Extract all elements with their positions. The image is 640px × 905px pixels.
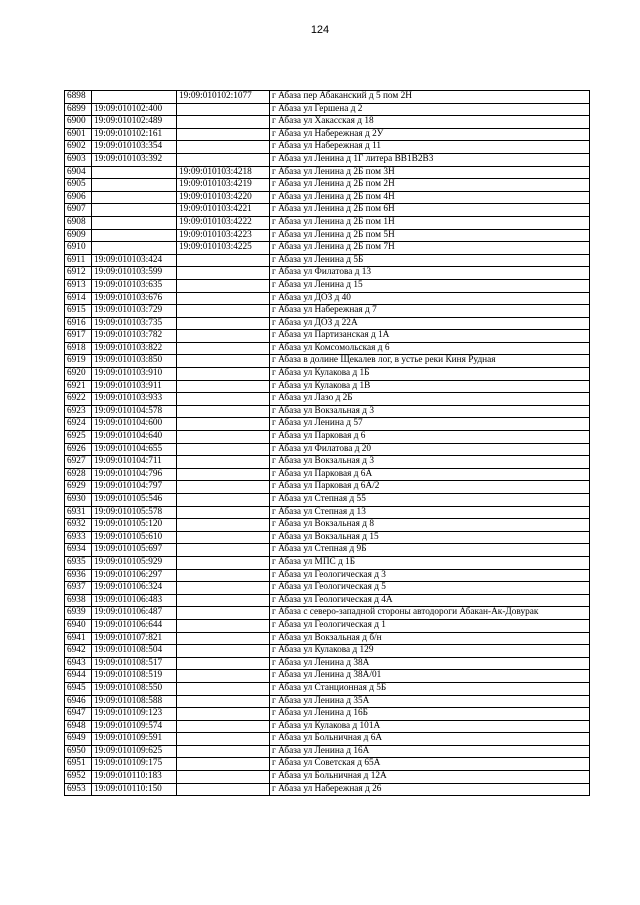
address-cell: г Абаза ул Станционная д 5Б	[270, 682, 590, 695]
table-row	[65, 594, 590, 607]
address-cell: г Абаза ул ДОЗ д 22А	[270, 317, 590, 330]
cadastral-number-cell	[92, 166, 177, 179]
address-cell: г Абаза ул Ленина д 2Б пом 4Н	[270, 191, 590, 204]
cadastral-number-cell: 19:09:010104:578	[92, 405, 177, 418]
address-cell: г Абаза ул Ленина д 16А	[270, 745, 590, 758]
address-cell: г Абаза ул Ленина д 16Б	[270, 708, 590, 721]
table-row	[65, 128, 590, 141]
row-number-cell: 6947	[65, 708, 92, 721]
row-number-cell: 6945	[65, 682, 92, 695]
row-number-cell: 6909	[65, 229, 92, 242]
address-cell: г Абаза ул Парковая д 6А	[270, 468, 590, 481]
row-number-cell: 6931	[65, 506, 92, 519]
cadastral-number-cell: 19:09:010103:599	[92, 267, 177, 280]
address-cell: г Абаза ул Ленина д 2Б пом 2Н	[270, 179, 590, 192]
address-cell: г Абаза ул Хакасская д 18	[270, 116, 590, 129]
address-cell: г Абаза с северо-западной стороны автодороги Абакан-Ак-Довурак	[270, 607, 590, 620]
cadastral-number-cell: 19:09:010105:120	[92, 519, 177, 532]
cadastral-number-cell: 19:09:010104:640	[92, 431, 177, 444]
cadastral-number-cell	[92, 191, 177, 204]
address-cell: г Абаза ул Геологическая д 3	[270, 569, 590, 582]
table-row	[65, 431, 590, 444]
address-cell: г Абаза ул ДОЗ д 40	[270, 292, 590, 305]
address-cell: г Абаза ул Ленина д 5Б	[270, 254, 590, 267]
object-number-cell	[177, 431, 270, 444]
row-number-cell: 6908	[65, 216, 92, 229]
cadastral-number-cell: 19:09:010105:929	[92, 556, 177, 569]
object-number-cell	[177, 783, 270, 796]
row-number-cell: 6934	[65, 544, 92, 557]
row-number-cell: 6950	[65, 745, 92, 758]
row-number-cell: 6927	[65, 456, 92, 469]
row-number-cell: 6925	[65, 431, 92, 444]
row-number-cell: 6913	[65, 279, 92, 292]
object-number-cell	[177, 128, 270, 141]
cadastral-number-cell: 19:09:010109:175	[92, 758, 177, 771]
address-cell: г Абаза ул Геологическая д 5	[270, 582, 590, 595]
cadastral-number-cell: 19:09:010109:123	[92, 708, 177, 721]
cadastral-number-cell: 19:09:010104:797	[92, 481, 177, 494]
table-row	[65, 141, 590, 154]
row-number-cell: 6942	[65, 645, 92, 658]
table-row	[65, 456, 590, 469]
address-cell: г Абаза ул Вокзальная д б/н	[270, 632, 590, 645]
row-number-cell: 6932	[65, 519, 92, 532]
table-row	[65, 153, 590, 166]
object-number-cell	[177, 267, 270, 280]
row-number-cell: 6921	[65, 380, 92, 393]
address-cell: г Абаза ул Вокзальная д 8	[270, 519, 590, 532]
address-cell: г Абаза ул Ленина д 2Б пом 3Н	[270, 166, 590, 179]
row-number-cell: 6918	[65, 342, 92, 355]
address-cell: г Абаза ул Кулакова д 129	[270, 645, 590, 658]
address-cell: г Абаза ул Набережная д 2У	[270, 128, 590, 141]
cadastral-number-cell: 19:09:010103:676	[92, 292, 177, 305]
table-row	[65, 556, 590, 569]
table-row	[65, 254, 590, 267]
object-number-cell: 19:09:010103:4219	[177, 179, 270, 192]
row-number-cell: 6951	[65, 758, 92, 771]
cadastral-number-cell: 19:09:010110:150	[92, 783, 177, 796]
table-row	[65, 670, 590, 683]
address-cell: г Абаза ул Больничная д 12А	[270, 771, 590, 784]
table-row	[65, 569, 590, 582]
table-row	[65, 267, 590, 280]
cadastral-number-cell: 19:09:010108:519	[92, 670, 177, 683]
cadastral-number-cell: 19:09:010109:574	[92, 720, 177, 733]
row-number-cell: 6912	[65, 267, 92, 280]
object-number-cell: 19:09:010103:4222	[177, 216, 270, 229]
object-number-cell	[177, 632, 270, 645]
table-row	[65, 368, 590, 381]
table-row	[65, 468, 590, 481]
cadastral-number-cell: 19:09:010103:392	[92, 153, 177, 166]
address-cell: г Абаза ул Набережная д 26	[270, 783, 590, 796]
object-number-cell	[177, 317, 270, 330]
address-cell: г Абаза ул Вокзальная д 3	[270, 405, 590, 418]
cadastral-number-cell: 19:09:010105:610	[92, 531, 177, 544]
row-number-cell: 6900	[65, 116, 92, 129]
table-row	[65, 342, 590, 355]
row-number-cell: 6946	[65, 695, 92, 708]
table-row	[65, 733, 590, 746]
object-number-cell	[177, 355, 270, 368]
row-number-cell: 6943	[65, 657, 92, 670]
object-number-cell	[177, 607, 270, 620]
table-row	[65, 745, 590, 758]
row-number-cell: 6923	[65, 405, 92, 418]
object-number-cell	[177, 771, 270, 784]
row-number-cell: 6929	[65, 481, 92, 494]
row-number-cell: 6926	[65, 443, 92, 456]
table-row	[65, 305, 590, 318]
table-row	[65, 229, 590, 242]
object-number-cell	[177, 531, 270, 544]
table-row	[65, 607, 590, 620]
object-number-cell	[177, 153, 270, 166]
cadastral-number-cell: 19:09:010103:424	[92, 254, 177, 267]
row-number-cell: 6920	[65, 368, 92, 381]
row-number-cell: 6914	[65, 292, 92, 305]
address-cell: г Абаза ул Ленина д 38А	[270, 657, 590, 670]
table-row	[65, 216, 590, 229]
object-number-cell	[177, 506, 270, 519]
cadastral-number-cell: 19:09:010106:297	[92, 569, 177, 582]
address-cell: г Абаза ул Ленина д 57	[270, 418, 590, 431]
cadastral-number-cell: 19:09:010107:821	[92, 632, 177, 645]
object-number-cell	[177, 418, 270, 431]
table-row	[65, 91, 590, 104]
object-number-cell	[177, 103, 270, 116]
table-row	[65, 783, 590, 796]
cadastral-number-cell: 19:09:010103:735	[92, 317, 177, 330]
object-number-cell	[177, 292, 270, 305]
row-number-cell: 6953	[65, 783, 92, 796]
cadastral-number-cell	[92, 179, 177, 192]
row-number-cell: 6898	[65, 91, 92, 104]
cadastral-number-cell: 19:09:010106:324	[92, 582, 177, 595]
row-number-cell: 6910	[65, 242, 92, 255]
cadastral-number-cell: 19:09:010104:600	[92, 418, 177, 431]
cadastral-number-cell: 19:09:010105:546	[92, 494, 177, 507]
address-cell: г Абаза ул Вокзальная д 15	[270, 531, 590, 544]
row-number-cell: 6919	[65, 355, 92, 368]
cadastral-number-cell	[92, 91, 177, 104]
object-number-cell: 19:09:010103:4225	[177, 242, 270, 255]
cadastral-number-cell	[92, 242, 177, 255]
cadastral-number-cell: 19:09:010102:161	[92, 128, 177, 141]
table-row	[65, 393, 590, 406]
row-number-cell: 6944	[65, 670, 92, 683]
table-row	[65, 720, 590, 733]
row-number-cell: 6902	[65, 141, 92, 154]
cadastral-number-cell: 19:09:010102:489	[92, 116, 177, 129]
object-number-cell	[177, 556, 270, 569]
row-number-cell: 6899	[65, 103, 92, 116]
row-number-cell: 6915	[65, 305, 92, 318]
table-row	[65, 758, 590, 771]
table-row	[65, 494, 590, 507]
address-cell: г Абаза ул Ленина д 2Б пом 6Н	[270, 204, 590, 217]
table-row	[65, 191, 590, 204]
cadastral-number-cell: 19:09:010105:578	[92, 506, 177, 519]
cadastral-number-cell: 19:09:010108:550	[92, 682, 177, 695]
object-number-cell	[177, 305, 270, 318]
object-number-cell	[177, 695, 270, 708]
table-row	[65, 506, 590, 519]
cadastral-number-cell: 19:09:010109:591	[92, 733, 177, 746]
address-cell: г Абаза ул Филатова д 20	[270, 443, 590, 456]
row-number-cell: 6911	[65, 254, 92, 267]
address-cell: г Абаза ул Парковая д 6	[270, 431, 590, 444]
cadastral-number-cell	[92, 216, 177, 229]
row-number-cell: 6901	[65, 128, 92, 141]
object-number-cell: 19:09:010103:4223	[177, 229, 270, 242]
table-row	[65, 544, 590, 557]
address-cell: г Абаза ул Набережная д 7	[270, 305, 590, 318]
page-number: 124	[310, 24, 330, 36]
cadastral-number-cell: 19:09:010103:729	[92, 305, 177, 318]
object-number-cell: 19:09:010103:4218	[177, 166, 270, 179]
row-number-cell: 6940	[65, 619, 92, 632]
object-number-cell: 19:09:010103:4221	[177, 204, 270, 217]
object-number-cell	[177, 342, 270, 355]
object-number-cell	[177, 494, 270, 507]
table-row	[65, 103, 590, 116]
row-number-cell: 6949	[65, 733, 92, 746]
cadastral-number-cell: 19:09:010109:625	[92, 745, 177, 758]
cadastral-number-cell: 19:09:010103:911	[92, 380, 177, 393]
address-cell: г Абаза ул Советская д 65А	[270, 758, 590, 771]
table-row	[65, 708, 590, 721]
row-number-cell: 6933	[65, 531, 92, 544]
object-number-cell	[177, 733, 270, 746]
address-cell: г Абаза ул Геологическая д 4А	[270, 594, 590, 607]
address-cell: г Абаза ул Ленина д 2Б пом 5Н	[270, 229, 590, 242]
cadastral-number-cell: 19:09:010108:504	[92, 645, 177, 658]
row-number-cell: 6930	[65, 494, 92, 507]
address-cell: г Абаза ул Гершена д 2	[270, 103, 590, 116]
object-number-cell	[177, 393, 270, 406]
cadastral-number-cell: 19:09:010106:487	[92, 607, 177, 620]
cadastral-number-cell: 19:09:010103:782	[92, 330, 177, 343]
row-number-cell: 6924	[65, 418, 92, 431]
cadastral-number-cell	[92, 229, 177, 242]
table-row	[65, 179, 590, 192]
row-number-cell: 6935	[65, 556, 92, 569]
cadastral-number-cell: 19:09:010106:644	[92, 619, 177, 632]
address-cell: г Абаза ул Набережная д 11	[270, 141, 590, 154]
table-row	[65, 632, 590, 645]
object-number-cell	[177, 745, 270, 758]
table-row	[65, 317, 590, 330]
address-cell: г Абаза ул Парковая д 6А/2	[270, 481, 590, 494]
object-number-cell	[177, 330, 270, 343]
row-number-cell: 6941	[65, 632, 92, 645]
address-cell: г Абаза ул Ленина д 2Б пом 7Н	[270, 242, 590, 255]
address-cell: г Абаза ул Ленина д 2Б пом 1Н	[270, 216, 590, 229]
address-cell: г Абаза ул Степная д 13	[270, 506, 590, 519]
address-cell: г Абаза ул Больничная д 6А	[270, 733, 590, 746]
row-number-cell: 6905	[65, 179, 92, 192]
row-number-cell: 6916	[65, 317, 92, 330]
address-cell: г Абаза ул Геологическая д 1	[270, 619, 590, 632]
row-number-cell: 6948	[65, 720, 92, 733]
address-cell: г Абаза пер Абаканский д 5 пом 2Н	[270, 91, 590, 104]
table-row	[65, 682, 590, 695]
address-cell: г Абаза ул Лазо д 2Б	[270, 393, 590, 406]
object-number-cell	[177, 758, 270, 771]
table-row	[65, 645, 590, 658]
table-row	[65, 481, 590, 494]
object-number-cell	[177, 443, 270, 456]
cadastral-number-cell: 19:09:010105:697	[92, 544, 177, 557]
address-cell: г Абаза ул Ленина д 35А	[270, 695, 590, 708]
table-row	[65, 405, 590, 418]
object-number-cell	[177, 645, 270, 658]
row-number-cell: 6937	[65, 582, 92, 595]
object-number-cell	[177, 368, 270, 381]
cadastral-number-cell: 19:09:010102:400	[92, 103, 177, 116]
object-number-cell	[177, 380, 270, 393]
table-row	[65, 619, 590, 632]
table-row	[65, 531, 590, 544]
object-number-cell	[177, 670, 270, 683]
object-number-cell	[177, 594, 270, 607]
table-row	[65, 657, 590, 670]
object-number-cell	[177, 682, 270, 695]
row-number-cell: 6903	[65, 153, 92, 166]
object-number-cell	[177, 141, 270, 154]
table-row	[65, 116, 590, 129]
row-number-cell: 6928	[65, 468, 92, 481]
cadastral-number-cell: 19:09:010106:483	[92, 594, 177, 607]
cadastral-number-cell: 19:09:010103:354	[92, 141, 177, 154]
cadastral-number-cell: 19:09:010110:183	[92, 771, 177, 784]
object-number-cell	[177, 116, 270, 129]
object-number-cell	[177, 481, 270, 494]
cadastral-number-cell: 19:09:010103:910	[92, 368, 177, 381]
address-cell: г Абаза в долине Щекалев лог, в устье реки Киня Рудная	[270, 355, 590, 368]
object-number-cell: 19:09:010103:4220	[177, 191, 270, 204]
address-cell: г Абаза ул Филатова д 13	[270, 267, 590, 280]
cadastral-number-cell: 19:09:010104:655	[92, 443, 177, 456]
table-row	[65, 204, 590, 217]
object-number-cell	[177, 582, 270, 595]
object-number-cell	[177, 456, 270, 469]
object-number-cell	[177, 619, 270, 632]
cadastral-number-cell: 19:09:010103:822	[92, 342, 177, 355]
object-number-cell	[177, 720, 270, 733]
object-number-cell	[177, 519, 270, 532]
row-number-cell: 6906	[65, 191, 92, 204]
object-number-cell	[177, 279, 270, 292]
object-number-cell	[177, 405, 270, 418]
object-number-cell	[177, 254, 270, 267]
address-cell: г Абаза ул Ленина д 1Г литера ВВ1В2В3	[270, 153, 590, 166]
address-cell: г Абаза ул Ленина д 38А/01	[270, 670, 590, 683]
registry-body	[65, 91, 590, 796]
object-number-cell	[177, 468, 270, 481]
row-number-cell: 6936	[65, 569, 92, 582]
address-cell: г Абаза ул Вокзальная д 3	[270, 456, 590, 469]
property-registry-table	[64, 90, 590, 796]
cadastral-number-cell: 19:09:010103:850	[92, 355, 177, 368]
row-number-cell: 6904	[65, 166, 92, 179]
row-number-cell: 6922	[65, 393, 92, 406]
address-cell: г Абаза ул Комсомольская д 6	[270, 342, 590, 355]
table-row	[65, 279, 590, 292]
object-number-cell	[177, 569, 270, 582]
table-row	[65, 519, 590, 532]
address-cell: г Абаза ул Кулакова д 1В	[270, 380, 590, 393]
cadastral-number-cell: 19:09:010108:517	[92, 657, 177, 670]
table-row	[65, 582, 590, 595]
object-number-cell: 19:09:010102:1077	[177, 91, 270, 104]
table-row	[65, 355, 590, 368]
address-cell: г Абаза ул Ленина д 15	[270, 279, 590, 292]
table-row	[65, 292, 590, 305]
table-row	[65, 242, 590, 255]
address-cell: г Абаза ул Кулакова д 101А	[270, 720, 590, 733]
address-cell: г Абаза ул Партизанская д 1А	[270, 330, 590, 343]
cadastral-number-cell	[92, 204, 177, 217]
table-row	[65, 166, 590, 179]
row-number-cell: 6907	[65, 204, 92, 217]
table-row	[65, 695, 590, 708]
table-row	[65, 771, 590, 784]
row-number-cell: 6952	[65, 771, 92, 784]
address-cell: г Абаза ул Кулакова д 1Б	[270, 368, 590, 381]
cadastral-number-cell: 19:09:010103:933	[92, 393, 177, 406]
object-number-cell	[177, 544, 270, 557]
address-cell: г Абаза ул Степная д 55	[270, 494, 590, 507]
object-number-cell	[177, 657, 270, 670]
cadastral-number-cell: 19:09:010104:796	[92, 468, 177, 481]
object-number-cell	[177, 708, 270, 721]
table-row	[65, 418, 590, 431]
row-number-cell: 6938	[65, 594, 92, 607]
address-cell: г Абаза ул МПС д 1Б	[270, 556, 590, 569]
address-cell: г Абаза ул Степная д 9Б	[270, 544, 590, 557]
table-row	[65, 330, 590, 343]
table-row	[65, 380, 590, 393]
cadastral-number-cell: 19:09:010103:635	[92, 279, 177, 292]
table-row	[65, 443, 590, 456]
row-number-cell: 6939	[65, 607, 92, 620]
cadastral-number-cell: 19:09:010108:588	[92, 695, 177, 708]
cadastral-number-cell: 19:09:010104:711	[92, 456, 177, 469]
row-number-cell: 6917	[65, 330, 92, 343]
